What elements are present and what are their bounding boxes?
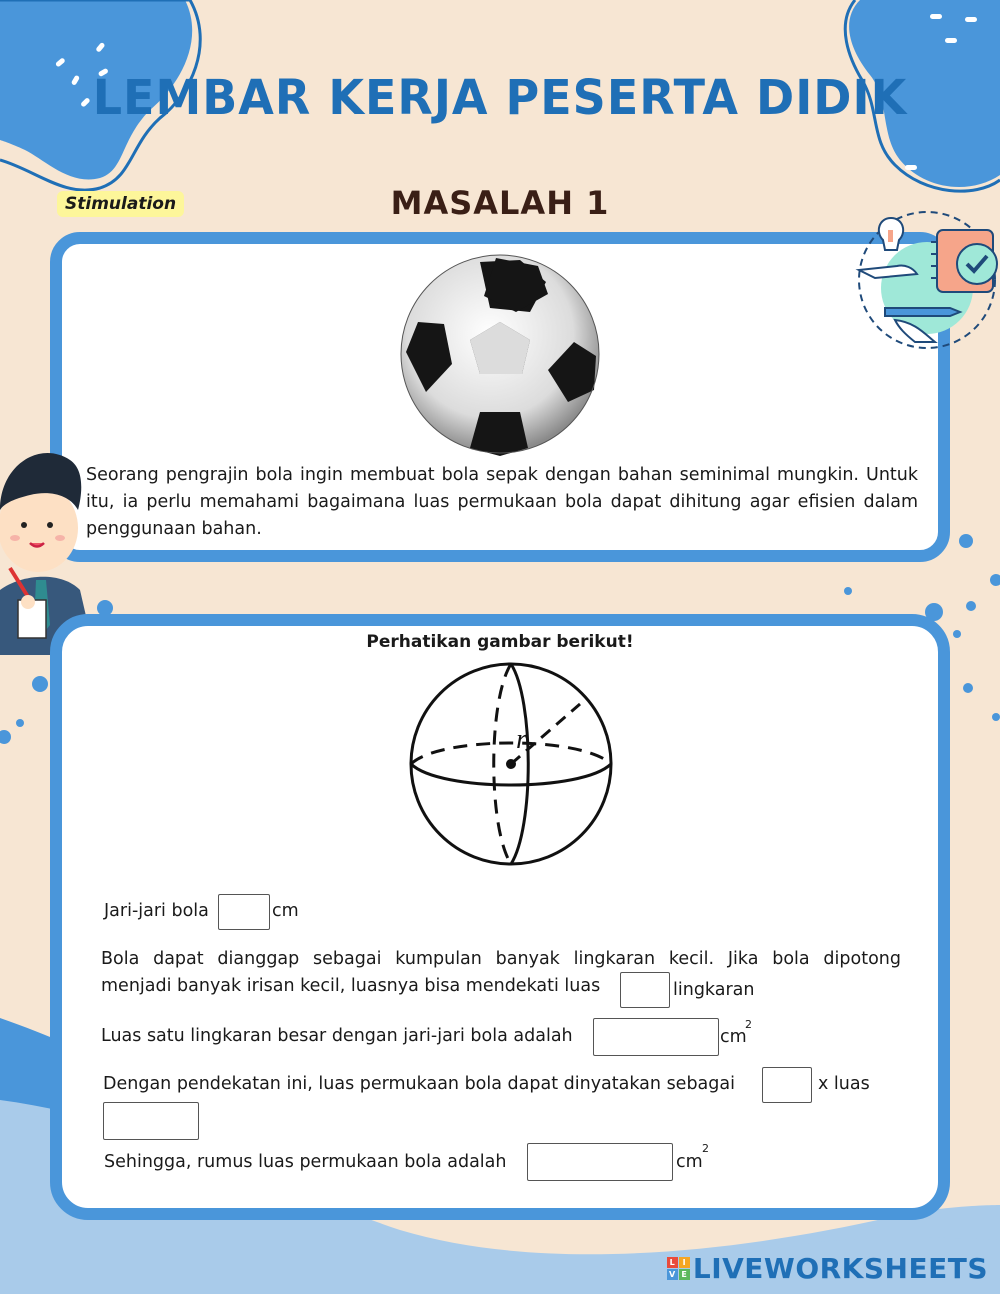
approx-unit: lingkaran <box>673 980 755 1000</box>
approx-text-line1: Bola dapat dianggap sebagai kumpulan banyak lingkaran kecil. Jika bola dipotong <box>101 949 901 969</box>
approx-count-input[interactable] <box>620 972 670 1008</box>
sphere-diagram <box>400 660 622 872</box>
surface-text: Dengan pendekatan ini, luas permukaan bola dapat dinyatakan sebagai <box>103 1074 735 1094</box>
soccer-ball-image <box>398 252 602 456</box>
problem-text: Seorang pengrajin bola ingin membuat bola sepak dengan bahan seminimal mungkin. Untuk itu, ia perlu memahami bagaimana luas permukaan bola dapat dihitung agar efisien dalam penggunaan bahan. <box>86 465 918 539</box>
formula-label: Sehingga, rumus luas permukaan bola adalah <box>104 1152 507 1172</box>
logo-letter: E <box>679 1269 690 1280</box>
surface-area-input[interactable] <box>103 1102 199 1140</box>
liveworksheets-logo-icon <box>667 1257 690 1280</box>
formula-unit: cm <box>676 1152 703 1172</box>
brand-name: LIVEWORKSHEETS <box>692 1252 988 1285</box>
stage-badge: Stimulation <box>57 191 184 217</box>
page-title: LEMBAR KERJA PESERTA DIDIK <box>92 68 908 126</box>
liveworksheets-brand[interactable] <box>667 1252 988 1285</box>
logo-letter: L <box>667 1257 678 1268</box>
logo-letter: I <box>679 1257 690 1268</box>
radius-input[interactable] <box>218 894 270 930</box>
radius-symbol: r <box>516 724 527 755</box>
circle-area-label: Luas satu lingkaran besar dengan jari-jari bola adalah <box>101 1026 573 1046</box>
radius-label: Jari-jari bola <box>104 901 209 921</box>
worksheet-heading: Perhatikan gambar berikut! <box>366 632 634 652</box>
problem-title: MASALAH 1 <box>390 184 610 222</box>
circle-area-exponent: 2 <box>745 1018 752 1031</box>
surface-multiplier-input[interactable] <box>762 1067 812 1103</box>
radius-unit: cm <box>272 901 299 921</box>
task-checklist-icon <box>855 208 1000 353</box>
formula-exponent: 2 <box>702 1142 709 1155</box>
circle-area-unit: cm <box>720 1027 747 1047</box>
formula-input[interactable] <box>527 1143 673 1181</box>
approx-text-line2: menjadi banyak irisan kecil, luasnya bisa mendekati luas <box>101 976 601 996</box>
surface-multiplier-label: x luas <box>818 1074 870 1094</box>
circle-area-input[interactable] <box>593 1018 719 1056</box>
logo-letter: V <box>667 1269 678 1280</box>
